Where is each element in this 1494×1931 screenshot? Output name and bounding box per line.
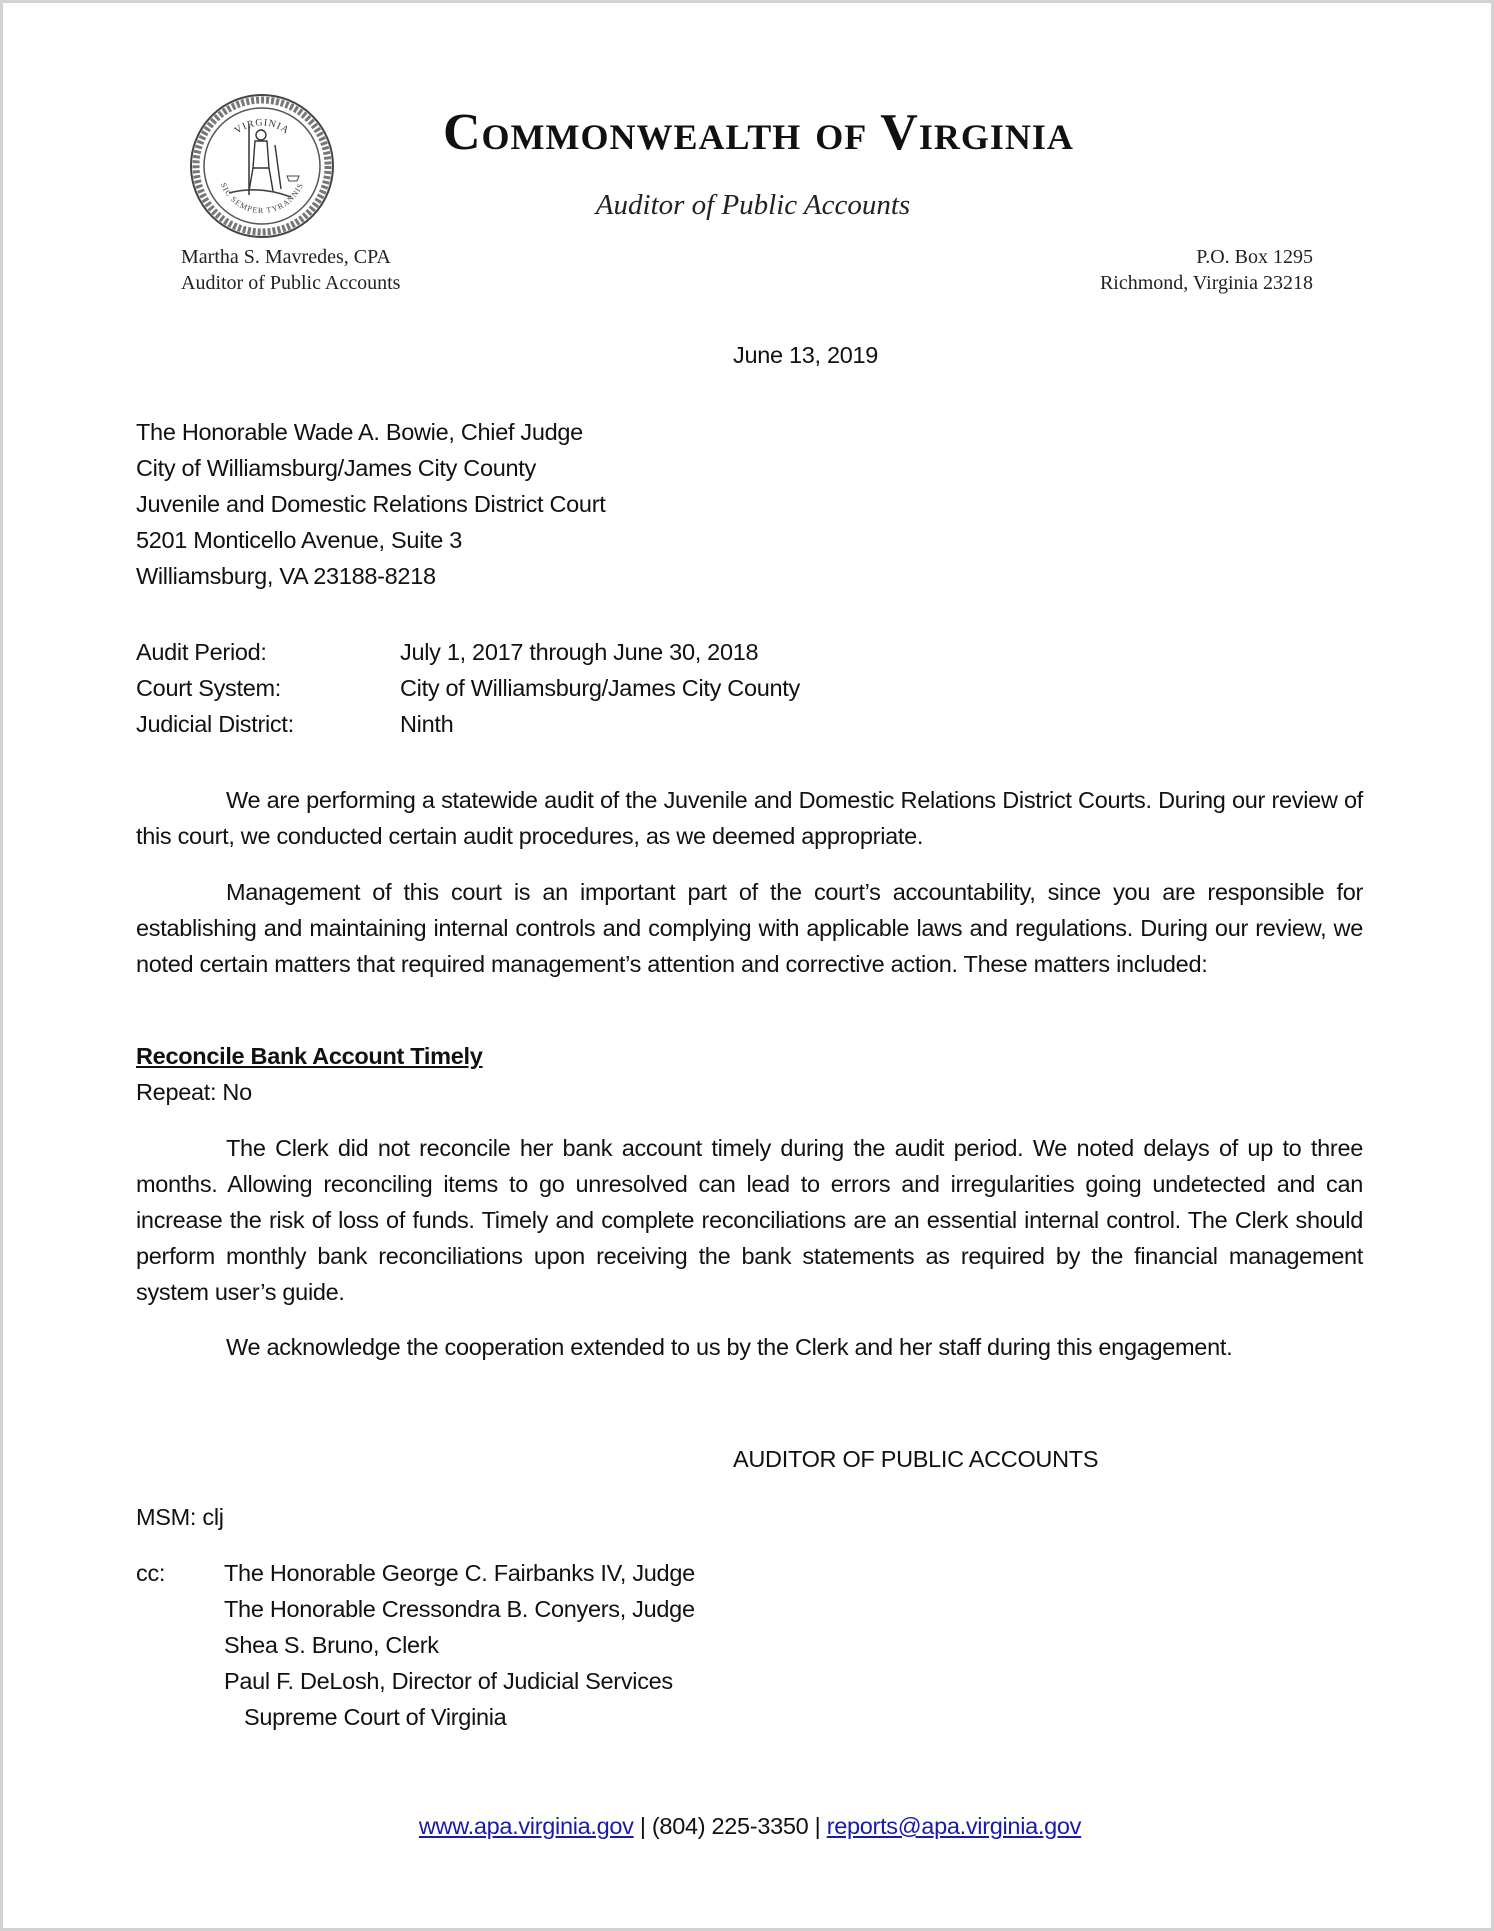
audit-period-value: July 1, 2017 through June 30, 2018 [400,639,759,665]
cc-recipient: Shea S. Bruno, Clerk [224,1632,439,1658]
court-system-label: Court System: [136,675,281,701]
city-state-zip: Richmond, Virginia 23218 [1099,272,1313,294]
court-system-value: City of Williamsburg/James City County [400,675,800,701]
footer-contact [3,1809,1494,1843]
recipient-line: The Honorable Wade A. Bowie, Chief Judge [136,419,583,445]
letterhead-subtitle: Auditor of Public Accounts [595,189,911,221]
audit-info-row [136,634,1363,670]
recipient-line: City of Williamsburg/James City County [136,455,536,481]
audit-info-row [136,670,1363,706]
website-link[interactable]: www.apa.virginia.gov [418,1813,634,1839]
judicial-district-label: Judicial District: [136,711,294,737]
cc-row [136,1627,1363,1663]
email-link[interactable]: reports@apa.virginia.gov [826,1813,1082,1839]
cc-list [136,1555,1363,1735]
auditor-name: Martha S. Mavredes, CPA [181,246,391,268]
po-box: P.O. Box 1295 [1196,246,1313,268]
recipient-line: 5201 Monticello Avenue, Suite 3 [136,527,463,553]
footer-separator: | [639,1813,646,1839]
cc-recipient-subline: Supreme Court of Virginia [244,1704,507,1730]
cc-row [136,1555,1363,1591]
cc-recipient: Paul F. DeLosh, Director of Judicial Services [224,1668,673,1694]
recipient-address [136,414,1363,594]
cc-label: cc: [136,1560,166,1586]
virginia-seal-icon [189,93,335,239]
finding-section [136,1038,1363,1110]
finding-paragraph: The Clerk did not reconcile her bank account timely during the audit period. We noted delays of up to three months. Allowing reconciling items to go unresolved can lead to errors and irregularities going undetected and can increase the risk of loss of funds. Timely and complete reconciliations are an essential internal control. The Clerk should perform monthly bank reconciliations upon receiving the bank statements as required by the financial management system user’s guide. [136,1135,1363,1305]
footer-separator: | [814,1813,821,1839]
cc-row [136,1591,1363,1627]
cc-recipient: The Honorable Cressondra B. Conyers, Judge [224,1596,695,1622]
signature-block: AUDITOR OF PUBLIC ACCOUNTS [733,1446,1099,1472]
recipient-line: Juvenile and Domestic Relations District Court [136,491,606,517]
finding-heading: Reconcile Bank Account Timely [136,1043,483,1069]
recipient-line: Williamsburg, VA 23188-8218 [136,563,436,589]
cc-recipient: The Honorable George C. Fairbanks IV, Judge [224,1560,695,1586]
cc-row [136,1663,1363,1699]
audit-info-row [136,706,1363,742]
svg-text:SIC SEMPER TYRANNIS: SIC SEMPER TYRANNIS [218,181,306,216]
audit-period-label: Audit Period: [136,639,267,665]
judicial-district-value: Ninth [400,711,454,737]
audit-info [136,634,1363,742]
svg-text:VIRGINIA: VIRGINIA [232,117,292,137]
management-paragraph: Management of this court is an important part of the court’s accountability, since you are responsible for establishing and maintaining internal controls and complying with applicable laws and regulations. During our review, we noted certain matters that required management’s attention and corrective action. These matters included: [136,879,1363,977]
auditor-title: Auditor of Public Accounts [181,272,401,294]
letterhead-title: Commonwealth of Virginia [443,104,1074,161]
cc-row [136,1699,1363,1735]
finding-repeat-status: Repeat: No [136,1079,252,1105]
phone-number: (804) 225-3350 [651,1813,809,1839]
typist-initials: MSM: clj [136,1504,224,1530]
acknowledgement-paragraph: We acknowledge the cooperation extended to us by the Clerk and her staff during this engagement. [226,1334,1233,1360]
letter-date: June 13, 2019 [733,342,879,368]
intro-paragraph: We are performing a statewide audit of the Juvenile and Domestic Relations District Courts. During our review of this court, we conducted certain audit procedures, as we deemed appropriate. [136,787,1363,849]
